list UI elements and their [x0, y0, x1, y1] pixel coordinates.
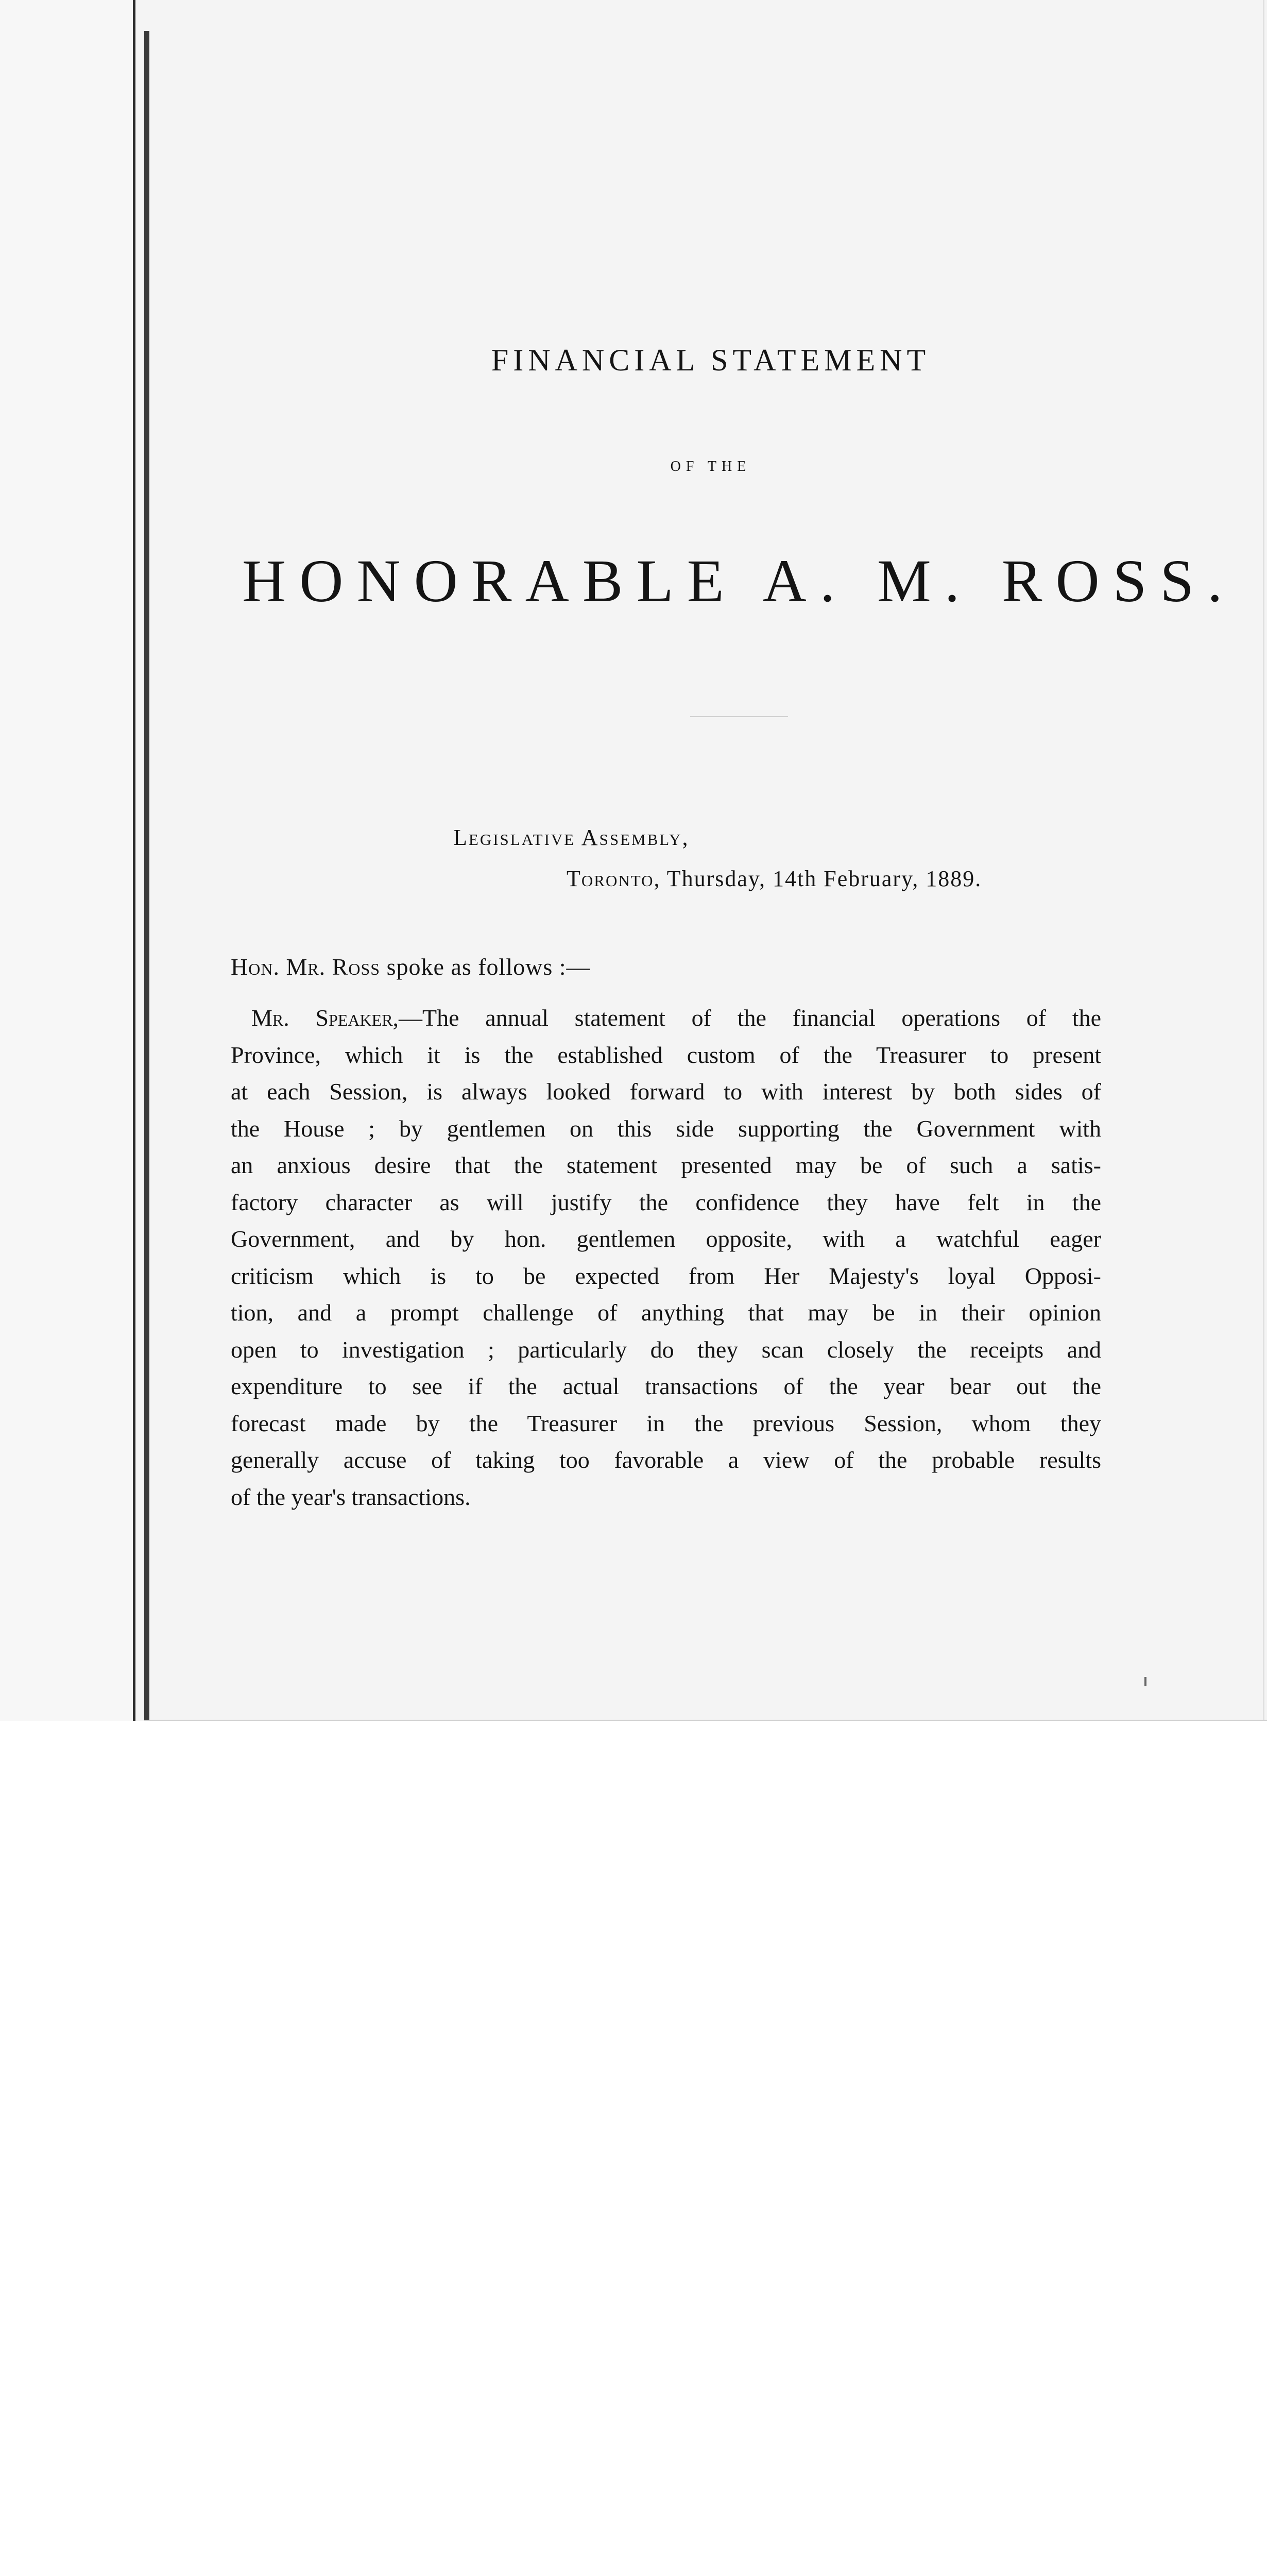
- scan-bottom-margin: [0, 1721, 1267, 1752]
- paragraph-line: Mr. Speaker,—The annual statement of the financial operations of the: [251, 1005, 1101, 1031]
- paragraph-line: the House ; by gentlemen on this side supporting the Government with: [231, 1115, 1101, 1142]
- page-right-edge: [1263, 0, 1264, 1721]
- paragraph-line: expenditure to see if the actual transactions of the year bear out the: [231, 1373, 1101, 1399]
- paragraph-line: of the year's transactions.: [231, 1483, 471, 1510]
- document-title: FINANCIAL STATEMENT: [491, 343, 931, 377]
- paragraph-line: forecast made by the Treasurer in the previous Session, whom they: [231, 1410, 1101, 1436]
- left-margin: [0, 0, 133, 1752]
- speech-paragraph: [231, 999, 1101, 1515]
- dateline-place: Toronto: [567, 866, 654, 891]
- paragraph-line: generally accuse of taking too favorable a view of the probable results: [231, 1447, 1101, 1473]
- title-divider: [690, 716, 788, 717]
- speaker-name: Hon. Mr. Ross: [231, 954, 381, 980]
- paragraph-line: factory character as will justify the confidence they have felt in the: [231, 1189, 1101, 1215]
- dateline-assembly: Legislative Assembly,: [453, 825, 690, 850]
- dateline-place-date: [567, 866, 982, 892]
- paragraph-line: criticism which is to be expected from Her Majesty's loyal Opposi-: [231, 1262, 1101, 1289]
- paragraph-opening: Mr. Speaker,: [251, 1005, 399, 1031]
- document-subject-name: HONORABLE A. M. ROSS.: [242, 547, 1236, 615]
- paragraph-line: Province, which it is the established custom of the Treasurer to present: [231, 1041, 1101, 1068]
- paragraph-line: tion, and a prompt challenge of anything that may be in their opinion: [231, 1299, 1101, 1326]
- paragraph-line: at each Session, is always looked forward to with interest by both sides of: [231, 1078, 1101, 1105]
- scan-speck: [1144, 1677, 1146, 1686]
- speaker-intro-text: spoke as follows :—: [380, 954, 591, 980]
- speaker-intro: [231, 953, 591, 980]
- paragraph-line: an anxious desire that the statement presented may be of such a satis-: [231, 1152, 1101, 1178]
- title-connector: OF THE: [670, 459, 751, 474]
- paragraph-line: Government, and by hon. gentlemen opposite, with a watchful eager: [231, 1226, 1101, 1252]
- binding-edge-inner: [144, 31, 149, 1731]
- paragraph-line: open to investigation ; particularly do they scan closely the receipts and: [231, 1336, 1101, 1363]
- binding-edge-outer: [133, 0, 135, 1721]
- dateline-date: , Thursday, 14th February, 1889.: [654, 866, 982, 891]
